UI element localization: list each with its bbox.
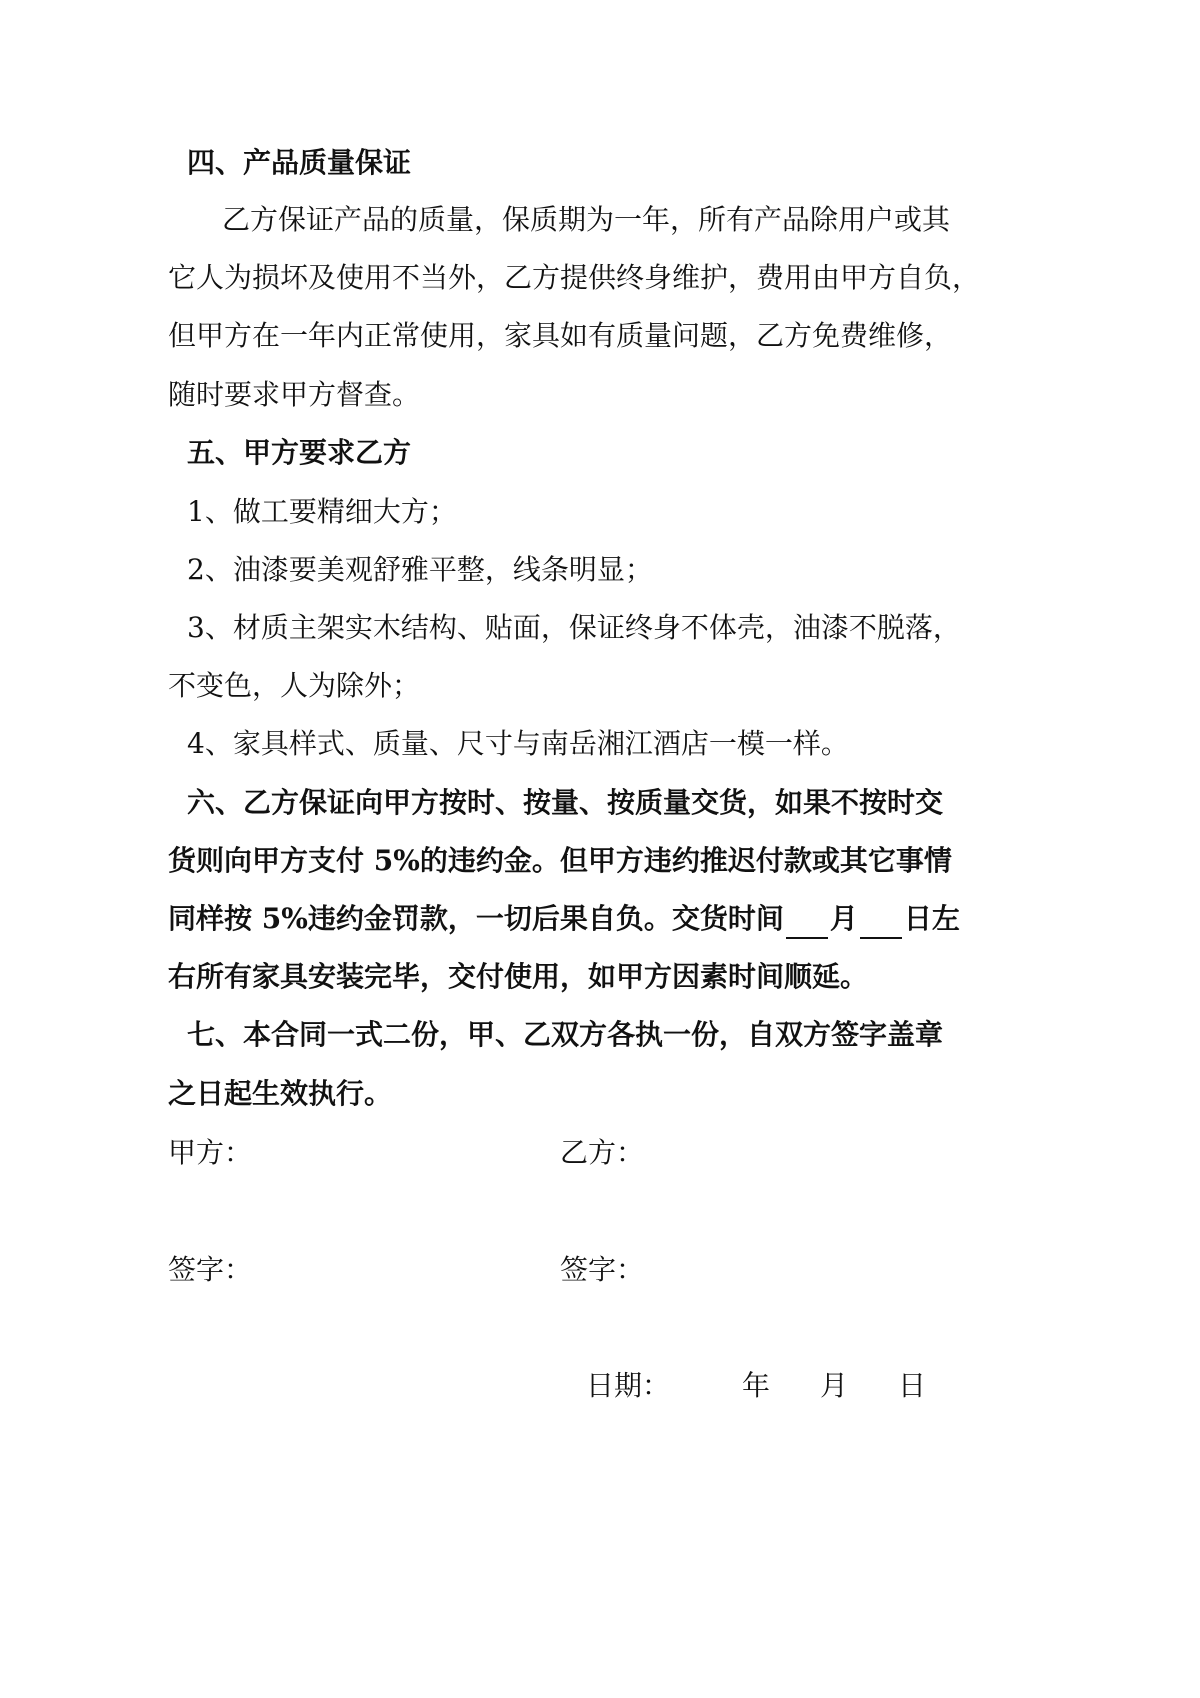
paragraph-line: 它人为损坏及使用不当外，乙方提供终身维护，费用由甲方自负，: [168, 261, 981, 294]
date-year-label: 年: [742, 1369, 771, 1402]
list-item: 3、材质主架实木结构、贴面，保证终身不体壳，油漆不脱落，: [187, 611, 961, 644]
list-item-continuation: 不变色，人为除外；: [168, 669, 421, 702]
month-label: 月: [829, 902, 858, 935]
list-item: 2、油漆要美观舒雅平整，线条明显；: [187, 553, 653, 586]
month-blank: [786, 907, 828, 939]
section6-line: 六、乙方保证向甲方按时、按量、按质量交货，如果不按时交: [187, 786, 944, 819]
section-heading-quality: 四、产品质量保证: [187, 146, 412, 179]
date-day-label: 日: [898, 1369, 927, 1402]
section6-line: 货则向甲方支付 5%的违约金。但甲方违约推迟付款或其它事情: [168, 844, 952, 877]
paragraph-line: 随时要求甲方督查。: [168, 378, 421, 411]
party-b-label: 乙方：: [560, 1136, 645, 1169]
party-a-label: 甲方：: [168, 1136, 253, 1169]
section7-line: 七、本合同一式二份，甲、乙双方各执一份，自双方签字盖章: [187, 1018, 944, 1051]
party-b-signature-label: 签字：: [560, 1253, 645, 1286]
date-month-label: 月: [820, 1369, 849, 1402]
section6-text: 同样按 5%违约金罚款，一切后果自负。交货时间: [168, 902, 784, 935]
paragraph-line: 但甲方在一年内正常使用，家具如有质量问题，乙方免费维修，: [168, 319, 953, 352]
section7-line: 之日起生效执行。: [168, 1077, 393, 1110]
party-a-signature-label: 签字：: [168, 1253, 253, 1286]
section6-line-with-blanks: [168, 899, 960, 939]
section6-line: 右所有家具安装完毕，交付使用，如甲方因素时间顺延。: [168, 960, 869, 993]
day-blank: [860, 907, 902, 939]
paragraph-line: 乙方保证产品的质量，保质期为一年，所有产品除用户或其: [222, 203, 951, 236]
day-label: 日左: [903, 902, 960, 935]
list-item: 1、做工要精细大方；: [187, 495, 457, 528]
date-label: 日期：: [586, 1369, 671, 1402]
section-heading-requirements: 五、甲方要求乙方: [187, 436, 412, 469]
list-item: 4、家具样式、质量、尺寸与南岳湘江酒店一模一样。: [187, 727, 849, 760]
